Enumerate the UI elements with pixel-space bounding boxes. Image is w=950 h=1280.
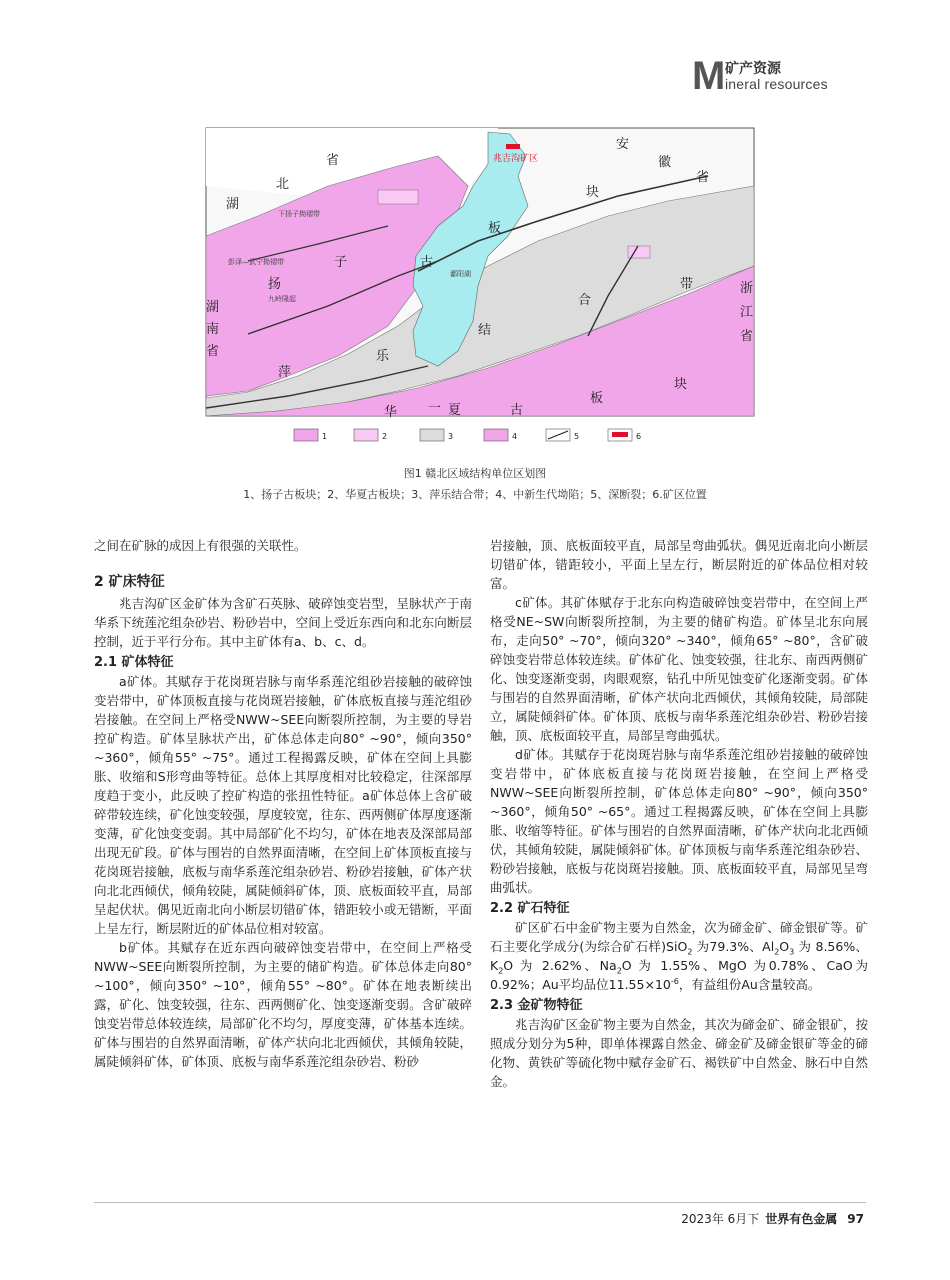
section-heading: 2 矿床特征 xyxy=(94,574,165,590)
geologic-map-figure xyxy=(188,126,774,448)
map-label: 古 xyxy=(420,255,434,270)
map-label: 徽 xyxy=(658,155,672,170)
map-label: 一 xyxy=(428,401,442,416)
subscript: 2 xyxy=(687,947,693,957)
text-run: 矿区矿石中金矿物主要为自然金，次为碲金矿、碲金银矿等。矿石主要化学成分(为综合矿石样)SiO xyxy=(490,920,868,954)
subscript: 2 xyxy=(498,966,504,976)
logo-cn-text: 矿产资源 xyxy=(725,61,781,77)
paragraph: a矿体。其赋存于花岗斑岩脉与南华系莲沱组砂岩接触的破碎蚀变岩带中，矿体顶板直接与花岗斑岩接触，矿体底板直接与莲沱组砂岩接触。在空间上严格受NWW~SEE向断裂所控制，为主要的导岩控矿构造。矿体呈脉状产出，矿体总体走向80° ~90°，倾向350° ~360°，倾角55° ~75°。通过工程揭露反映，矿体在空间上具膨胀、收缩和S形弯曲等特征。总体上其厚度相对比较稳定，往深部厚度趋于变小，此反映了控矿构造的张扭性特征。a矿体总体上含矿破碎带较连续，矿化蚀变较强，厚度较宽，往东、西两侧矿体厚度逐渐变薄，矿化蚀变变弱。其中局部矿化不均匀，矿体在地表及深部局部出现无矿段。矿体与围岩的自然界面清晰，在空间上矿体顶板直接与花岗斑岩接触，底板与南华系莲沱组杂砂岩、粉砂岩接触，矿体产状向北北西倾伏，倾角较陡，属陡倾斜矿体，顶、底板面较平直，局部呈起伏状。偶见近南北向小断层切错矿体，错距较小或无错断，平面上呈左行，断层附近的矿体品位相对较富。 xyxy=(94,674,472,936)
mine-location-marker xyxy=(506,144,520,149)
subsection-heading: 2.1 矿体特征 xyxy=(94,655,174,670)
subsection-heading: 2.2 矿石特征 xyxy=(490,901,570,916)
text-run: 为79.3%、Al xyxy=(692,939,775,954)
map-label: 带 xyxy=(680,277,694,292)
map-label: 湖 xyxy=(206,300,220,315)
logo-en-text: ineral resources xyxy=(725,76,828,92)
map-label: 扬 xyxy=(268,277,282,292)
map-sublabel: 九岭隆起 xyxy=(268,295,296,303)
legend-label: 1 xyxy=(322,432,328,441)
map-label: 块 xyxy=(674,377,688,392)
map-label: 子 xyxy=(334,255,348,270)
text-run: O 为 2.62%、Na xyxy=(503,958,617,973)
map-label: 安 xyxy=(616,137,630,152)
legend-label: 2 xyxy=(382,432,388,441)
map-label: 板 xyxy=(488,221,502,236)
map-label: 省 xyxy=(326,153,340,168)
paragraph: 兆吉沟矿区金矿物主要为自然金，其次为碲金矿、碲金银矿，按照成分划分为5种，即单体裸露自然金、碲金矿及碲金银矿等金的碲化物、黄铁矿等硫化物中赋存金矿石、褐铁矿中自然金、脉石中自然金。 xyxy=(490,1017,868,1089)
map-label: 乐 xyxy=(376,349,390,364)
legend-label: 4 xyxy=(512,432,518,441)
map-label: 合 xyxy=(578,293,592,308)
map-label: 古 xyxy=(510,403,524,418)
subscript: 3 xyxy=(789,947,795,957)
subsection-heading: 2.3 金矿物特征 xyxy=(490,998,583,1013)
map-label: 北 xyxy=(276,177,290,192)
text-run: ，有益组份Au含量较高。 xyxy=(678,977,821,992)
subscript: 2 xyxy=(616,966,622,976)
footer-journal: 世界有色金属 xyxy=(765,1212,838,1226)
page-footer xyxy=(681,1210,864,1227)
right-column xyxy=(490,536,868,1091)
subscript: 2 xyxy=(774,947,780,957)
paragraph: c矿体。其矿体赋存于北东向构造破碎蚀变岩带中，在空间上严格受NE~SW向断裂所控制，为主要的储矿构造。矿体呈北东向展布，走向50° ~70°，倾向320° ~340°，倾角65° ~80°，含矿破碎蚀变岩带总体较连续。矿体矿化、蚀变较强，往北东、南西两侧矿化、蚀变逐渐变弱，肉眼观察，钻孔中所见蚀变矿化逐渐变弱。矿体与围岩的自然界面清晰，矿体产状向北西倾伏，其倾角较陡，局部陡立，属陡倾斜矿体。矿体顶、底板与南华系莲沱组杂砂岩、粉砂岩接触，顶、底板面较平直，局部呈弯曲弧状。 xyxy=(490,595,868,743)
map-label: 省 xyxy=(740,329,754,344)
map-label: 湖 xyxy=(226,197,240,212)
journal-logo xyxy=(692,54,862,98)
paragraph: 岩接触，顶、底板面较平直，局部呈弯曲弧状。偶见近南北向小断层切错矿体，错距较小，平面上呈左行，断层附近的矿体品位相对较富。 xyxy=(490,538,868,591)
figure-caption-legend: 1、扬子古板块；2、华夏古板块；3、萍乐结合带；4、中新生代坳陷；5、深断裂；6.矿区位置 xyxy=(243,488,707,501)
map-label: 省 xyxy=(696,170,710,185)
map-sublabel: 鄱阳湖 xyxy=(450,270,471,278)
map-sublabel: 下扬子拗褶带 xyxy=(278,210,320,218)
left-column xyxy=(94,536,472,1071)
superscript: -6 xyxy=(670,976,679,986)
map-label: 浙 xyxy=(740,281,754,296)
figure-caption-title: 图1 赣北区域结构单位区划图 xyxy=(403,467,547,480)
legend-label: 5 xyxy=(574,432,580,441)
map-label: 板 xyxy=(590,391,604,406)
paragraph: d矿体。其赋存于花岗斑岩脉与南华系莲沱组砂岩接触的破碎蚀变岩带中，矿体底板直接与花岗斑岩接触，在空间上严格受NWW~SEE向断裂所控制，矿体总体走向80° ~90°，倾向350° ~360°，倾角50° ~65°。通过工程揭露反映，矿体在空间上具膨胀、收缩等特征。矿体与围岩的自然界面清晰，矿体产状向北北西倾伏，其倾角较陡，属陡倾斜矿体。矿体顶板与南华系莲沱组杂砂岩、粉砂岩接触，底板与花岗斑岩接触。顶、底板面较平直，局部见呈弯曲弧状。 xyxy=(490,747,868,895)
map-label: 夏 xyxy=(448,403,462,418)
map-label: 块 xyxy=(586,185,600,200)
paragraph: b矿体。其赋存在近东西向破碎蚀变岩带中，在空间上严格受NWW~SEE向断裂所控制，为主要的储矿构造。矿体总体走向80° ~100°，倾向350° ~10°，倾角55° ~80°。矿体在地表断续出露，矿化、蚀变较强，往东、西两侧矿化、蚀变逐渐变弱。含矿破碎蚀变岩带总体较连续，局部矿化不均匀，厚度变薄，矿体基本连续。矿体与围岩的自然界面清晰，矿体产状向北北西倾伏，其倾角较陡，属陡倾斜矿体，矿体顶、底板与南华系莲沱组杂砂岩、粉砂 xyxy=(94,940,472,1069)
paragraph: 之间在矿脉的成因上有很强的关联性。 xyxy=(94,538,307,553)
text-run: O xyxy=(779,939,790,954)
map-label: 省 xyxy=(206,344,220,359)
map-label: 南 xyxy=(206,322,220,337)
legend-label: 3 xyxy=(448,432,454,441)
paragraph-ore-chemistry xyxy=(490,918,868,994)
legend-label: 6 xyxy=(636,432,642,441)
paragraph: 兆吉沟矿区金矿体为含矿石英脉、破碎蚀变岩型，呈脉状产于南华系下统莲沱组杂砂岩、粉砂岩中，空间上受近东西向和北东向断层控制，近于平行分布。其中主矿体有a、b、c、d。 xyxy=(94,596,472,649)
map-label: 江 xyxy=(740,305,754,320)
map-label: 萍 xyxy=(278,365,292,380)
logo-letter: M xyxy=(692,54,726,98)
text-run: O 为 1.55%、MgO 为0.78%、CaO为0.92%；Au平均品位11.55×10 xyxy=(490,958,868,992)
footer-date: 2023年 6月下 xyxy=(681,1212,760,1226)
map-label: 结 xyxy=(478,323,492,338)
footer-divider xyxy=(94,1202,866,1203)
page-number: 97 xyxy=(847,1212,864,1226)
map-sublabel: 彭泽—武宁拗褶带 xyxy=(228,258,284,266)
map-label: 华 xyxy=(384,405,398,420)
map-label-mine: 兆吉沟矿区 xyxy=(493,154,539,164)
text-run: 为 8.56%、K xyxy=(490,939,868,973)
map-svg xyxy=(188,126,774,448)
